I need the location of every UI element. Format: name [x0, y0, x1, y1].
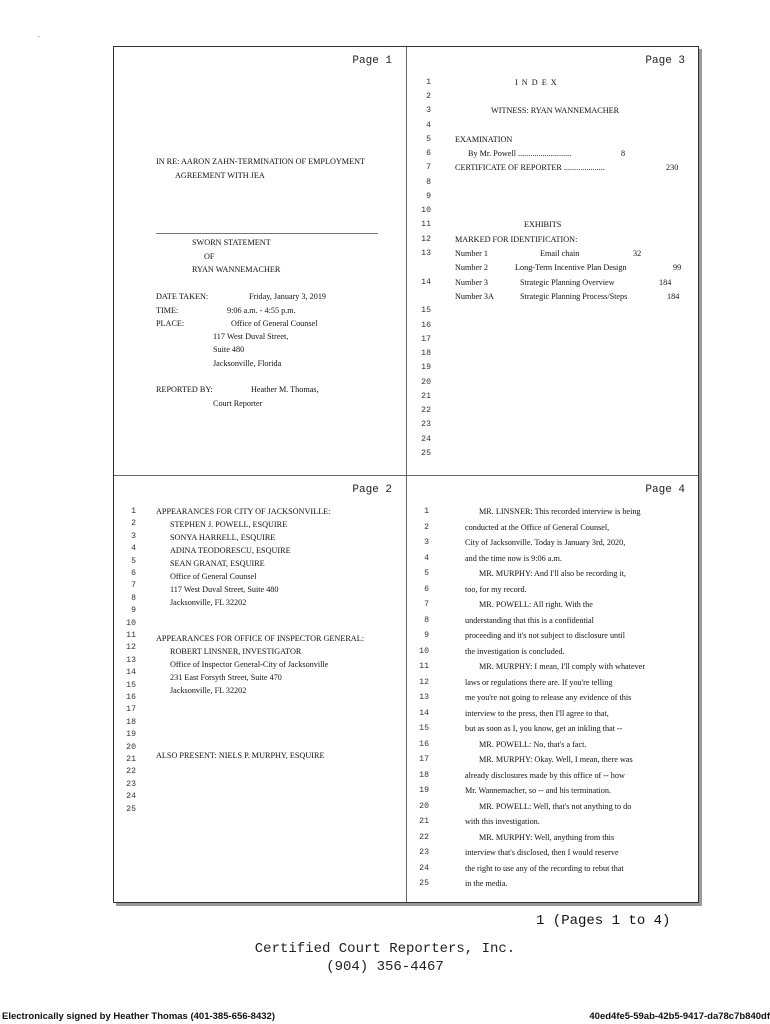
line-number: 7 — [131, 581, 136, 591]
examination-heading: EXAMINATION — [455, 135, 513, 144]
reported-by-title: Court Reporter — [213, 399, 263, 408]
line-number: 2 — [131, 519, 136, 529]
line-number: 14 — [126, 668, 136, 678]
exhibit-number: Number 1 — [455, 249, 488, 258]
line-number: 15 — [421, 306, 431, 315]
transcript-line: proceeding and it's not subject to disclosure until — [465, 631, 625, 640]
appearance-line: APPEARANCES FOR CITY OF JACKSONVILLE: — [156, 507, 331, 516]
transcript-line: MR. LINSNER: This recorded interview is being — [479, 507, 641, 516]
line-number: 7 — [424, 600, 429, 609]
transcript-line: MR. MURPHY: And I'll also be recording it, — [479, 569, 626, 578]
appearance-line: Office of General Counsel — [170, 572, 257, 581]
statement-line-2: OF — [204, 252, 215, 261]
time-label: TIME: — [156, 306, 179, 315]
exhibit-page: 32 — [633, 249, 642, 258]
transcript-line: in the media. — [465, 879, 508, 888]
transcript-line: MR. MURPHY: I mean, I'll comply with whatever — [479, 662, 646, 671]
appearance-line: SONYA HARRELL, ESQUIRE — [170, 533, 276, 542]
line-number: 12 — [419, 677, 429, 687]
transcript-line: the investigation is concluded. — [465, 646, 565, 656]
company-phone: (904) 356-4467 — [326, 959, 444, 975]
line-number: 6 — [424, 584, 429, 594]
line-number: 21 — [421, 392, 431, 401]
certificate-line: CERTIFICATE OF REPORTER .................... — [455, 163, 605, 172]
transcript-line: City of Jacksonville. Today is January 3rd, 2020, — [465, 538, 626, 547]
transcript-sheet — [113, 46, 699, 903]
exhibit-page: 184 — [659, 278, 672, 287]
exhibit-number: Number 3 — [455, 278, 488, 287]
date-taken-value: Friday, January 3, 2019 — [249, 292, 327, 301]
line-number: 10 — [126, 618, 136, 628]
appearance-line: ROBERT LINSNER, INVESTIGATOR — [170, 647, 302, 656]
line-number: 5 — [131, 556, 136, 566]
exhibit-page: 99 — [673, 263, 682, 272]
scan-speck — [38, 36, 40, 37]
line-number: 12 — [421, 235, 431, 244]
line-number: 24 — [419, 863, 429, 873]
statement-line-3: RYAN WANNEMACHER — [192, 265, 281, 274]
line-number: 14 — [421, 278, 431, 287]
transcript-line: interview to the press, then I'll agree to that, — [465, 708, 609, 718]
line-number: 1 — [426, 78, 431, 87]
page-2-panel — [114, 476, 406, 904]
line-number: 24 — [126, 792, 136, 802]
line-number: 9 — [426, 192, 431, 201]
line-number: 19 — [126, 730, 136, 740]
line-number: 6 — [131, 569, 136, 578]
line-number: 20 — [421, 378, 431, 387]
exhibit-description: Email chain — [540, 249, 580, 258]
exhibit-page: 184 — [667, 292, 680, 301]
page-4-panel — [407, 476, 699, 904]
line-number: 3 — [131, 531, 136, 541]
line-number: 21 — [419, 817, 429, 826]
transcript-line: MR. MURPHY: Okay. Well, I mean, there was — [479, 755, 633, 764]
exhibits-heading: EXHIBITS — [524, 220, 562, 229]
transcript-line: MR. MURPHY: Well, anything from this — [479, 832, 615, 842]
transcript-line: MR. POWELL: All right. With the — [479, 600, 593, 609]
line-number: 1 — [424, 507, 429, 516]
line-number: 16 — [126, 693, 136, 702]
examination-powell: By Mr. Powell .......................... — [468, 149, 572, 158]
line-number: 3 — [424, 538, 429, 547]
appearance-line: Office of Inspector General-City of Jacksonville — [170, 660, 329, 669]
line-number: 8 — [131, 593, 136, 603]
line-number: 23 — [419, 848, 429, 857]
appearance-line: SEAN GRANAT, ESQUIRE — [170, 559, 265, 568]
line-number: 23 — [126, 779, 136, 789]
page-4-title: Page 4 — [645, 484, 685, 496]
line-number: 21 — [126, 755, 136, 764]
certificate-page: 230 — [666, 163, 679, 172]
line-number: 22 — [126, 767, 136, 777]
exhibit-description: Long-Term Incentive Plan Design — [515, 263, 627, 272]
line-number: 20 — [419, 801, 429, 811]
line-number: 15 — [126, 680, 136, 690]
exhibit-number: Number 2 — [455, 263, 488, 272]
appearance-line: ADINA TEODORESCU, ESQUIRE — [170, 546, 291, 555]
line-number: 19 — [419, 786, 429, 795]
marked-heading: MARKED FOR IDENTIFICATION: — [455, 235, 578, 244]
reported-by-name: Heather M. Thomas, — [251, 385, 319, 394]
line-number: 22 — [419, 832, 429, 842]
line-number: 17 — [419, 755, 429, 764]
line-number: 19 — [421, 363, 431, 372]
line-number: 4 — [131, 544, 136, 554]
line-number: 1 — [131, 507, 136, 516]
line-number: 5 — [424, 569, 429, 578]
examination-powell-page: 8 — [621, 149, 626, 158]
electronic-signature-note: Electronically signed by Heather Thomas (401-385-656-8432) — [2, 1011, 275, 1022]
line-number: 2 — [424, 522, 429, 532]
line-number: 25 — [126, 804, 136, 814]
line-number: 6 — [426, 149, 431, 158]
witness-line: WITNESS: RYAN WANNEMACHER — [491, 106, 620, 115]
line-number: 4 — [424, 553, 429, 563]
line-number: 13 — [419, 693, 429, 702]
appearance-line: APPEARANCES FOR OFFICE OF INSPECTOR GENERAL: — [156, 634, 364, 643]
place-line-3: Suite 480 — [213, 345, 245, 354]
date-taken-label: DATE TAKEN: — [156, 292, 209, 301]
line-number: 8 — [424, 615, 429, 625]
transcript-line: understanding that this is a confidential — [465, 615, 594, 625]
line-number: 5 — [426, 135, 431, 144]
time-value: 9:06 a.m. - 4:55 p.m. — [227, 306, 296, 315]
line-number: 23 — [421, 420, 431, 429]
exhibit-description: Strategic Planning Overview — [520, 278, 615, 287]
appearance-line: 231 East Forsyth Street, Suite 470 — [170, 673, 282, 682]
line-number: 16 — [419, 739, 429, 749]
place-line-2: 117 West Duval Street, — [213, 332, 289, 341]
line-number: 25 — [421, 449, 431, 458]
reported-by-label: REPORTED BY: — [156, 385, 213, 394]
line-number: 7 — [426, 163, 431, 172]
page-1-title: Page 1 — [352, 55, 392, 67]
company-name: Certified Court Reporters, Inc. — [254, 941, 516, 957]
line-number: 16 — [421, 321, 431, 330]
transcript-line: MR. POWELL: No, that's a fact. — [479, 739, 587, 749]
transcript-line: already disclosures made by this office of -- how — [465, 770, 625, 780]
line-number: 20 — [126, 742, 136, 752]
in-re-line-2: AGREEMENT WITH JEA — [175, 171, 265, 180]
place-line-1: Office of General Counsel — [231, 319, 318, 328]
place-line-4: Jacksonville, Florida — [213, 359, 282, 368]
transcript-line: interview that's disclosed, then I would reserve — [465, 848, 619, 857]
page-1-panel — [114, 47, 406, 475]
transcript-line: with this investigation. — [465, 817, 540, 826]
line-number: 11 — [126, 631, 136, 640]
line-number: 18 — [421, 349, 431, 358]
page-2-title: Page 2 — [352, 484, 392, 496]
line-number: 17 — [421, 335, 431, 344]
document-id: 40ed4fe5-59ab-42b5-9417-da78c7b840df — [589, 1011, 770, 1022]
page-3-title: Page 3 — [645, 55, 685, 67]
line-number: 13 — [126, 655, 136, 665]
line-number: 3 — [426, 106, 431, 115]
line-number: 2 — [426, 92, 431, 101]
transcript-line: too, for my record. — [465, 584, 527, 594]
line-number: 25 — [419, 879, 429, 888]
line-number: 9 — [131, 606, 136, 616]
line-number: 11 — [419, 662, 429, 671]
transcript-line: the right to use any of the recording to rebut that — [465, 863, 624, 873]
line-number: 10 — [419, 646, 429, 656]
line-number: 22 — [421, 406, 431, 415]
line-number: 11 — [421, 220, 431, 229]
appearance-line: ALSO PRESENT: NIELS P. MURPHY, ESQUIRE — [156, 751, 325, 760]
pages-summary: 1 (Pages 1 to 4) — [536, 913, 671, 929]
line-number: 10 — [421, 206, 431, 215]
transcript-line: laws or regulations there are. If you're telling — [465, 677, 613, 687]
line-number: 18 — [126, 717, 136, 727]
line-number: 8 — [426, 178, 431, 187]
in-re-line-1: IN RE: AARON ZAHN-TERMINATION OF EMPLOYMENT — [156, 157, 365, 166]
transcript-line: and the time now is 9:06 a.m. — [465, 553, 562, 563]
caption-rule — [156, 233, 378, 234]
line-number: 13 — [421, 249, 431, 258]
transcript-line: Mr. Wannemacher, so -- and his termination. — [465, 786, 611, 795]
line-number: 14 — [419, 708, 429, 718]
appearance-line: 117 West Duval Street, Suite 480 — [170, 585, 279, 594]
line-number: 12 — [126, 643, 136, 653]
line-number: 15 — [419, 724, 429, 733]
appearance-line: Jacksonville, FL 32202 — [170, 598, 247, 607]
line-number: 18 — [419, 770, 429, 780]
line-number: 24 — [421, 435, 431, 444]
page-3-panel — [407, 47, 699, 475]
place-label: PLACE: — [156, 319, 185, 328]
line-number: 17 — [126, 705, 136, 715]
transcript-line: conducted at the Office of General Counsel, — [465, 522, 610, 532]
line-number: 4 — [426, 121, 431, 130]
line-number: 9 — [424, 631, 429, 640]
transcript-line: MR. POWELL: Well, that's not anything to do — [479, 801, 632, 811]
statement-line-1: SWORN STATEMENT — [192, 238, 271, 247]
appearance-line: STEPHEN J. POWELL, ESQUIRE — [170, 520, 288, 529]
exhibit-description: Strategic Planning Process/Steps — [520, 292, 628, 301]
exhibit-number: Number 3A — [455, 292, 494, 301]
transcript-line: but as soon as I, you know, get an inkling that -- — [465, 724, 623, 733]
index-heading: I N D E X — [515, 78, 558, 87]
transcript-line: me you're not going to release any evidence of this — [465, 693, 632, 702]
appearance-line: Jacksonville, FL 32202 — [170, 686, 247, 695]
